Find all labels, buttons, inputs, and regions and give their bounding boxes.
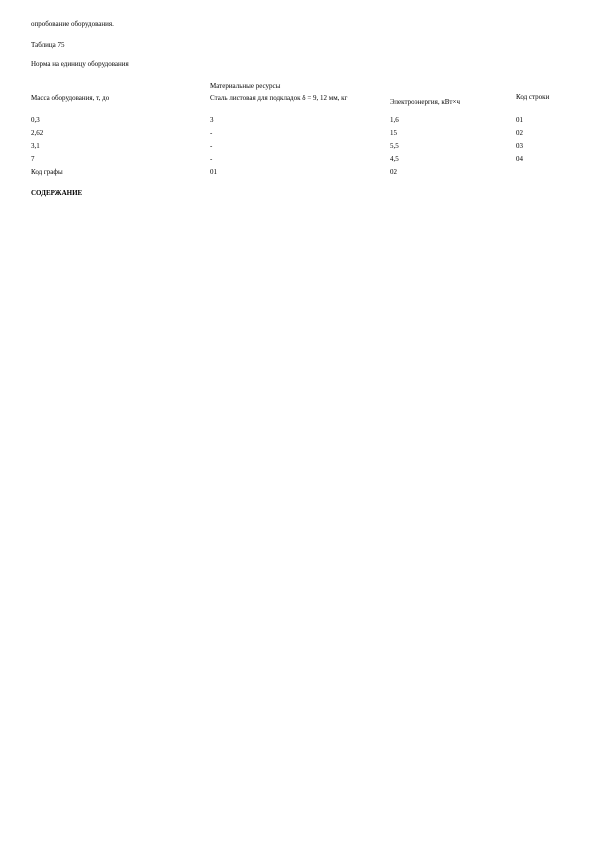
cell-row-code: 01 [516,116,523,124]
cell-steel: - [210,155,213,163]
header-steel: Сталь листовая для подкладок δ = 9, 12 мм, кг [210,94,348,102]
cell-steel: - [210,129,213,137]
header-material-resources: Материальные ресурсы [210,82,281,90]
table-footer-row [0,168,595,178]
cell-row-code: 02 [516,129,523,137]
cell-energy: 1,6 [390,116,399,124]
cell-mass: 7 [31,155,35,163]
header-row-code: Код строки [516,93,550,101]
header-mass: Масса оборудования, т, до [31,94,110,102]
intro-text: опробование оборудования. [31,20,114,28]
cell-row-code: 04 [516,155,523,163]
cell-steel: 3 [210,116,214,124]
cell-mass: 3,1 [31,142,40,150]
table-number: Таблица 75 [31,41,65,49]
energy-column-code: 02 [390,168,397,176]
steel-column-code: 01 [210,168,217,176]
contents-heading: СОДЕРЖАНИЕ [31,189,83,197]
table-caption: Норма на единицу оборудования [31,60,129,68]
cell-energy: 4,5 [390,155,399,163]
cell-mass: 0,3 [31,116,40,124]
table-row [0,116,595,126]
cell-energy: 15 [390,129,397,137]
header-energy: Электроэнергия, кВт×ч [390,98,460,106]
column-code-label: Код графы [31,168,63,176]
table-row [0,142,595,152]
table-row [0,129,595,139]
cell-energy: 5,5 [390,142,399,150]
cell-mass: 2,62 [31,129,44,137]
table-row [0,155,595,165]
cell-row-code: 03 [516,142,523,150]
cell-steel: - [210,142,213,150]
